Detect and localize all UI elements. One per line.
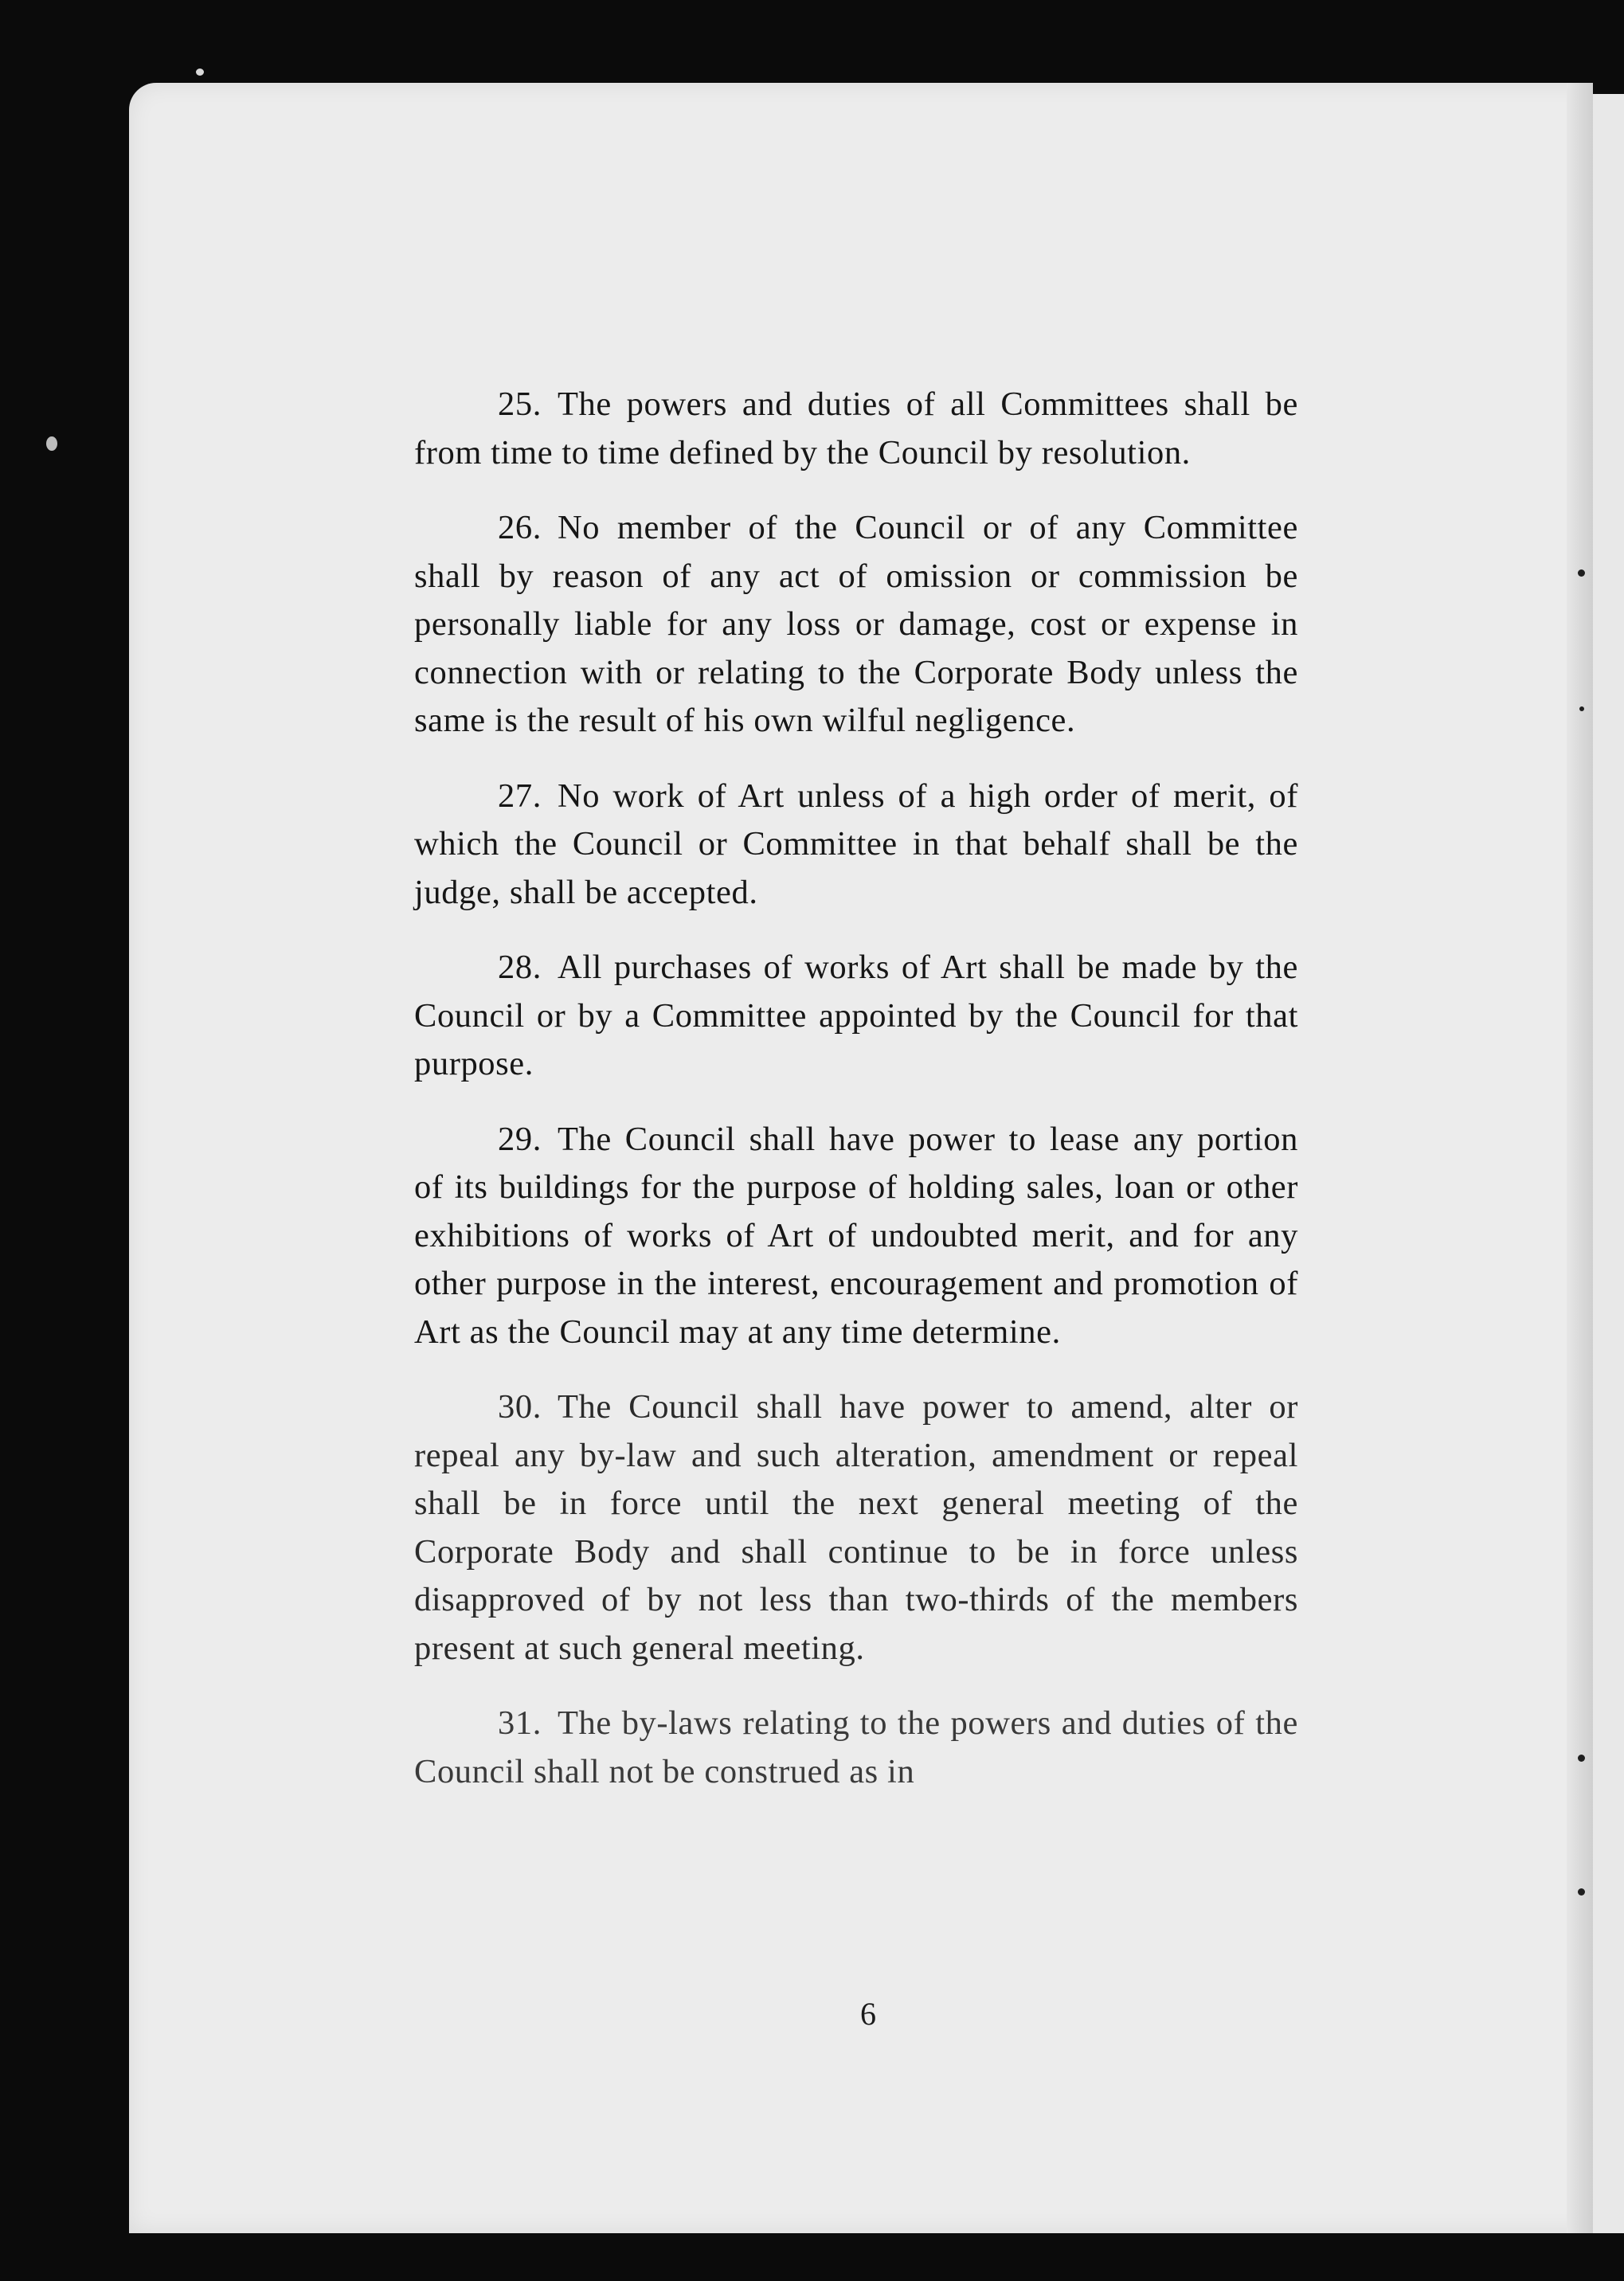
- facing-page-edge: [1593, 94, 1624, 2233]
- page-number: 6: [860, 1996, 876, 2032]
- bylaw-paragraph-26: [414, 504, 1298, 745]
- bylaw-number: 27.: [498, 777, 542, 815]
- bylaw-text: No member of the Council or of any Committee shall by reason of any act of omission or commission be personally liable for any loss or damage, cost or expense in connection with or relating to the Corporate Body unless the same is the result of his own wilful negligence.: [414, 509, 1298, 739]
- bylaw-paragraph-29: [414, 1116, 1298, 1357]
- bylaw-number: 28.: [498, 949, 542, 986]
- scan-speck: [196, 68, 204, 76]
- bylaw-paragraph-28: [414, 944, 1298, 1089]
- bylaw-number: 31.: [498, 1704, 542, 1742]
- bleed-through-dot: [1579, 706, 1584, 711]
- bleed-through-dot: [1578, 569, 1585, 577]
- bylaw-text: The powers and duties of all Committees shall be from time to time defined by the Council by resolution.: [414, 385, 1298, 471]
- bylaw-paragraph-31: [414, 1700, 1298, 1796]
- bylaw-number: 30.: [498, 1388, 542, 1426]
- page-spine-shadow: [1567, 83, 1593, 2233]
- bylaws-text: [414, 381, 1298, 1823]
- bleed-through-dot: [1578, 1755, 1585, 1762]
- bylaw-text: No work of Art unless of a high order of merit, of which the Council or Committee in that behalf shall be the judge, shall be accepted.: [414, 777, 1298, 911]
- bylaw-text: The Council shall have power to lease any portion of its buildings for the purpose of holding sales, loan or other exhibitions of works of Art of undoubted merit, and for any other purpose in the interest, encouragement and promotion of Art as the Council may at any time determine.: [414, 1120, 1298, 1351]
- bylaw-text: The by-laws relating to the powers and duties of the Council shall not be construed as in: [414, 1704, 1298, 1790]
- bylaw-paragraph-30: [414, 1383, 1298, 1673]
- bylaw-number: 26.: [498, 509, 542, 546]
- bleed-through-dot: [1578, 1888, 1585, 1896]
- bylaw-text: All purchases of works of Art shall be made by the Council or by a Committee appointed by the Council for that purpose.: [414, 949, 1298, 1082]
- bylaw-number: 25.: [498, 385, 542, 423]
- bylaw-text: The Council shall have power to amend, alter or repeal any by-law and such alteration, amendment or repeal shall be in force until the next general meeting of the Corporate Body and shall continue to be in force unless disapproved of by not less than two-thirds of the members present at such general meeting.: [414, 1388, 1298, 1667]
- bylaw-number: 29.: [498, 1120, 542, 1158]
- bylaw-paragraph-25: [414, 381, 1298, 477]
- bylaw-paragraph-27: [414, 773, 1298, 917]
- scan-speck: [46, 436, 57, 451]
